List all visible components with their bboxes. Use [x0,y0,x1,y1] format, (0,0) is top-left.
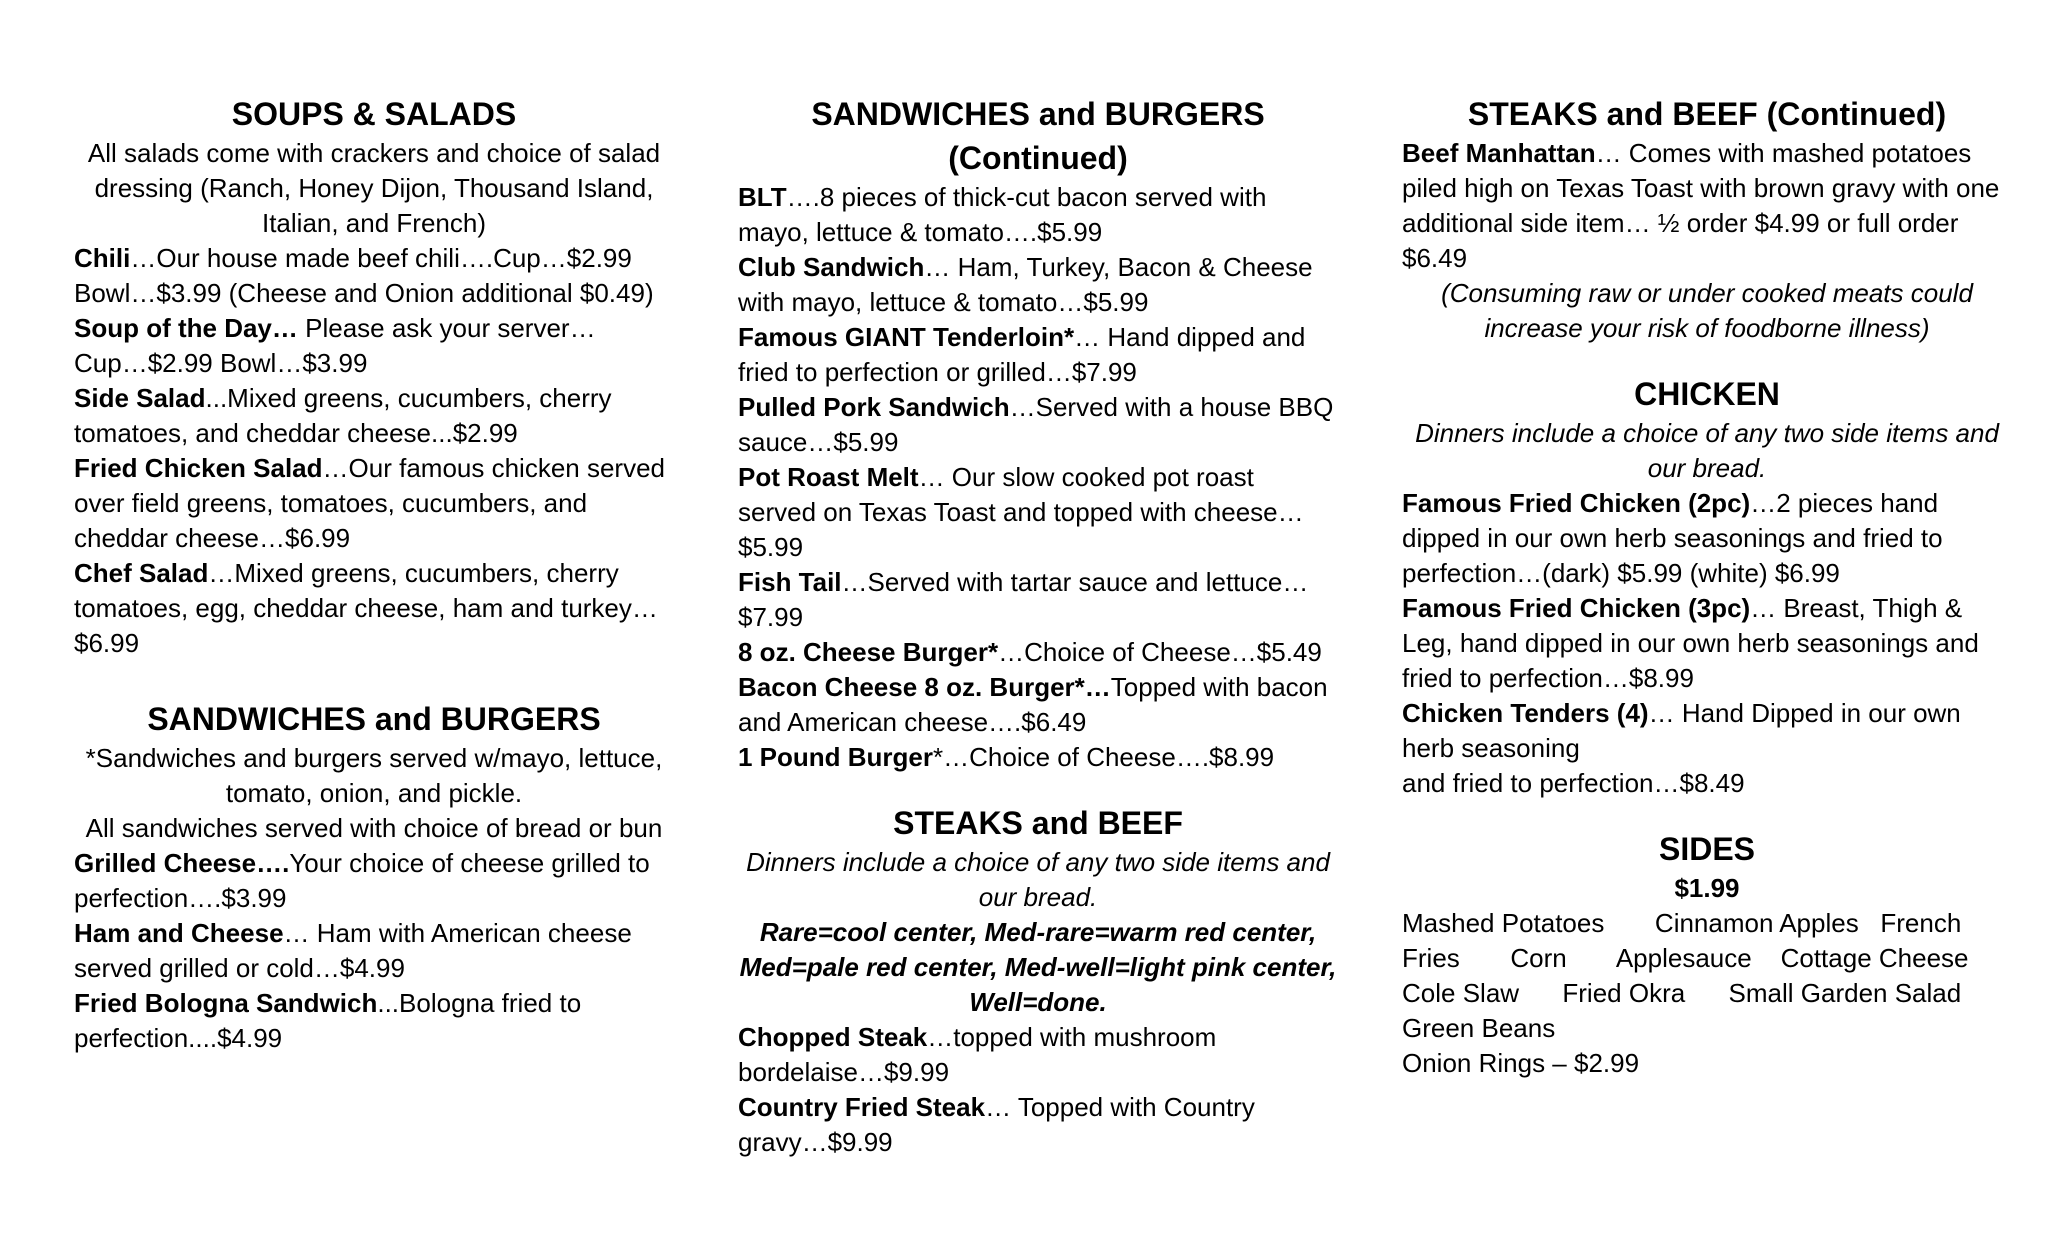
menu-item-beef-manhattan: Beef Manhattan… Comes with mashed potatoes piled high on Texas Toast with brown gravy with one additional side item… ½ order $4.99 or full order $6.49 [1402,138,2000,273]
menu-item-chili: Chili…Our house made beef chili….Cup…$2.99 Bowl…$3.99 (Cheese and Onion additional $0.49) [74,243,654,308]
menu-item-fried-bologna: Fried Bologna Sandwich...Bologna fried to perfection....$4.99 [74,988,582,1053]
steaks-dinner-note: Dinners include a choice of any two side items and our bread. [746,847,1330,912]
menu-item-side-salad: Side Salad...Mixed greens, cucumbers, cherry tomatoes, and cheddar cheese...$2.99 [74,383,612,448]
steak-doneness-guide: Rare=cool center, Med-rare=warm red center, Med=pale red center, Med-well=light pink center, Well=done. [739,917,1337,1017]
menu-item-fish-tail: Fish Tail…Served with tartar sauce and lettuce…$7.99 [738,567,1309,632]
menu-item-club-sandwich: Club Sandwich… Ham, Turkey, Bacon & Cheese with mayo, lettuce & tomato…$5.99 [738,252,1313,317]
sides-row-2: Fries Corn Applesauce Cottage Cheese [1402,943,1969,973]
menu-item-fried-chicken-salad: Fried Chicken Salad…Our famous chicken served over field greens, tomatoes, cucumbers, and cheddar cheese…$6.99 [74,453,665,553]
sides-row-5: Onion Rings – $2.99 [1402,1048,1640,1078]
sides-row-4: Green Beans [1402,1013,1556,1043]
sandwiches-continued-heading: SANDWICHES and BURGERS (Continued) [811,96,1265,176]
menu-item-soup-of-the-day: Soup of the Day… Please ask your server… Cup…$2.99 Bowl…$3.99 [74,313,596,378]
steaks-continued-heading: STEAKS and BEEF (Continued) [1467,96,1947,132]
sides-row-3: Cole Slaw Fried Okra Small Garden Salad [1402,978,1962,1008]
menu-item-fried-chicken-3pc: Famous Fried Chicken (3pc)… Breast, Thigh & Leg, hand dipped in our own herb seasonings and fried to perfection…$8.99 [1402,593,1979,693]
raw-meat-warning: (Consuming raw or under cooked meats could increase your risk of foodborne illness) [1441,278,1973,343]
menu-item-giant-tenderloin: Famous GIANT Tenderloin*… Hand dipped and fried to perfection or grilled…$7.99 [738,322,1306,387]
sides-heading: SIDES [1658,831,1756,867]
sandwich-bread-note: All sandwiches served with choice of bread or bun [85,813,663,843]
sides-row-1: Mashed Potatoes Cinnamon Apples French [1402,908,1962,938]
column-middle [738,92,1338,1160]
menu-item-pound-burger: 1 Pound Burger*…Choice of Cheese….$8.99 [738,742,1275,772]
sandwich-toppings-note: *Sandwiches and burgers served w/mayo, lettuce, tomato, onion, and pickle. [85,743,663,808]
menu-item-pulled-pork: Pulled Pork Sandwich…Served with a house BBQ sauce…$5.99 [738,392,1334,457]
menu-item-grilled-cheese: Grilled Cheese….Your choice of cheese grilled to perfection….$3.99 [74,848,650,913]
menu-item-chef-salad: Chef Salad…Mixed greens, cucumbers, cherry tomatoes, egg, cheddar cheese, ham and turkey…$6.99 [74,558,658,658]
chicken-tenders-line2: and fried to perfection…$8.49 [1402,768,1745,798]
column-right [1402,92,2012,1081]
sides-price: $1.99 [1674,873,1740,903]
salad-dressing-note: All salads come with crackers and choice of salad dressing (Ranch, Honey Dijon, Thousand Island, Italian, and French) [87,138,661,238]
menu-item-pot-roast-melt: Pot Roast Melt… Our slow cooked pot roast served on Texas Toast and topped with cheese…$5.99 [738,462,1304,562]
chicken-dinner-note: Dinners include a choice of any two side items and our bread. [1415,418,1999,483]
menu-item-ham-and-cheese: Ham and Cheese… Ham with American cheese served grilled or cold…$4.99 [74,918,632,983]
chicken-heading: CHICKEN [1634,376,1780,412]
menu-item-chicken-tenders: Chicken Tenders (4)… Hand Dipped in our own herb seasoning [1402,698,1961,763]
steaks-beef-heading: STEAKS and BEEF [893,805,1183,841]
menu-item-fried-chicken-2pc: Famous Fried Chicken (2pc)…2 pieces hand dipped in our own herb seasonings and fried to perfection…(dark) $5.99 (white) $6.99 [1402,488,1943,588]
column-left [74,92,674,1056]
soups-salads-heading: SOUPS & SALADS [231,96,517,132]
menu-item-blt: BLT….8 pieces of thick-cut bacon served with mayo, lettuce & tomato….$5.99 [738,182,1267,247]
sandwiches-burgers-heading: SANDWICHES and BURGERS [147,701,601,737]
menu-item-chopped-steak: Chopped Steak…topped with mushroom bordelaise…$9.99 [738,1022,1217,1087]
menu-item-bacon-cheese-burger: Bacon Cheese 8 oz. Burger*…Topped with bacon and American cheese….$6.49 [738,672,1328,737]
menu-item-cheese-burger: 8 oz. Cheese Burger*…Choice of Cheese…$5.49 [738,637,1322,667]
menu-item-country-fried-steak: Country Fried Steak… Topped with Country gravy…$9.99 [738,1092,1255,1157]
